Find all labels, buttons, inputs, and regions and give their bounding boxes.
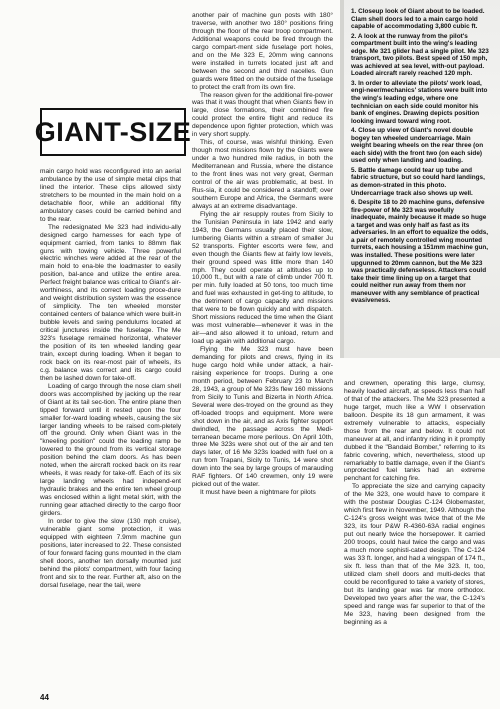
paragraph: In order to give the slow (130 mph cruise), vulnerable giant some protection, it was equipped with eighteen 7.9mm machine gun positions, later increased to 22. These consisted of four forward facing guns mounted in the clam shell doors, another ten dorsally mounted just behind the pilots' compartment, with four facing front and six to the rear. Further aft, also on the dorsal fuselage, near the tail, were: [40, 517, 181, 589]
caption: 4. Close up view of Giant's novel double bogey ten wheeled undercarriage. Main weight bearing wheels on the rear three (on each side) with the front two (on each side) used only when landing and loading.: [351, 127, 484, 165]
paragraph: Flying the air resupply routes from Sicily to the Tunisian Peninsula in late 1942 and early 1943, the Germans usually placed their slow, lumbering Giants within a stream of smaller Ju 52 transports. Fighter escorts were few, and even though the Giants flew at fairly low levels, their ground speed was little more than 140 mph. They could operate at altitudes up to 10,000 ft., but with a rate of climb under 700 ft. per min. fully loaded at 50 tons, too much time and fuel was exhausted in get-ting to altitude, to the detriment of cargo capacity and missions that were to be flown quickly and with dispatch. Short missions reduced the time when the Giant was most vulnerable—whenever it was in the air—and also allowed it to unload, return and load up again with additional cargo.: [192, 210, 333, 346]
paragraph: This, of course, was wishful thinking. Even though most missions flown by the Giants were under a two hundred mile radius, in both the Mediterranean and Russia, where the distance to the front lines was not very great, German control of the air was problematic, at best. In Rus-sia, it could be considered a standoff; over southern Europe and Africa, the Germans were always at an extreme disadvantage.: [192, 139, 333, 210]
text-column-2: [192, 12, 333, 688]
paragraph: another pair of machine gun posts with 180° traverse, with another two 180° positions firing through the floor of the rear troop compartment. Additional weapons could be fired through the cargo compart-ment side fuselage port holes, and on the Me 323 E, 20mm wing cannons were installed in turrets located just aft and between the second and third nacelles. Gun guards were fitted on the outside of the fuselage to protect the craft from its own fire.: [192, 12, 333, 91]
article-title-box: [34, 108, 192, 156]
text-column-3: [344, 380, 485, 688]
photo-captions: [351, 8, 489, 307]
caption: 1. Closeup look of Giant about to be loaded. Clam shell doors led to a main cargo hold capable of accommodating 3,800 cubic ft.: [351, 8, 485, 31]
article-title: GIANT-SIZE: [34, 116, 192, 147]
paragraph: Loading of cargo through the nose clam shell doors was accomplished by jacking up the rear of Giant at its tail sec-tion. The entire plane then tipped forward until it rested upon the four smaller for-ward loading wheels, causing the six larger landing wheels to be raised com-pletely off the ground. Only when Giant was in the "kneeling position" could the loading ramp be lowered to the ground from its vertical storage position behind the clam doors. As has been noted, when the aircraft rocked back on its rear wheels, it was ready for take-off. Each of its six large landing wheels had independ-ent hydraulic brakes and the entire ten wheel group was enclosed within a light metal skirt, with the running gear attached directly to the cargo floor girders.: [40, 382, 181, 517]
paragraph: It must have been a nightmare for pilots: [200, 489, 316, 497]
paragraph: The redesignated Me 323 had individu-ally designed cargo harnesses for each type of equipment carried, from tanks to 88mm flak guns with towing vehicle. Three powerful electric winches were added at the rear of the main hold to ena-ble the loadmaster to easily position, bal-ance and utilize the entire area. Perfect freight balance was critical to Giant's air-worthiness, and its correct loading proce-dure and weight distribution system was the essence of simplicity. The ten wheeled monster contained centers of balance which were built-in bubble levels and swing pendulums located at critical junctures inside the fuselage. The Me 323's fuselage remained horizontal, whatever the position of its ten wheeled landing gear train, except during loading. When it began to rock back on its rear-most pair of wheels, its c.g. balance was correct and its cargo could then be lashed down for take-off.: [40, 223, 181, 382]
paragraph: The reason given for the additional fire-power was that it was thought that when Giants flew in large, close formations, their combined fire could protect the entire flight and reduce its dependence upon fighter protection, which was in very short supply.: [192, 91, 333, 139]
paragraph: Flying the Me 323 must have been demanding for pilots and crews, flying in its huge cargo hold while under attack, a hair-raising experience for troops. During a one month period, between February 23 to March 28, 1943, a group of Me 323s flew 160 missions from Sicily to Tunis and Bizerta in North Africa. Several were des-troyed on the ground as they off-loaded troops and equipment. More were shot down in the air, and as Axis fighter support dwindled, the passage across the Medi-terranean became more perilous. On April 10th, three Me 323s were shot out of the air and ten days later, of 16 Me 323s loaded with fuel on a run from Trapani, Sicily to Tunis, 14 were shot down into the sea by large groups of marauding RAF fighters. Of 140 crewmen, only 19 were picked out of the water.: [192, 346, 333, 489]
page-number: 44: [40, 693, 49, 702]
caption: 5. Battle damage could tear up tube and fabric structure, but so could hard landings, as demon-strated in this photo. Undercarriage track also shows up well.: [351, 166, 485, 197]
paragraph: and crewmen, operating this large, clumsy, heavily loaded aircraft, at speeds less than half of that of the attackers. The Me 323 presented a huge target, much like a WW I observation balloon. Despite its 18 gun armament, it was extremely vulnerable to attacks, especially those from the rear and below. It could not maneuver at all, and infantry riding in it promptly dubbed it the "Bandaid Bomber," referring to its fabric covering, which, nevertheless, stood up remarkably to battle damage, even if the Giant's unprotected fuel tanks had an extreme penchant for catching fire.: [344, 380, 485, 483]
caption: 2. A look at the runway from the pilot's compartment built into the wing's leading edge. Me 321 glider had a single pilot. Me 323 transport, two pilots. Best speed of 150 mph, was achieved at sea level, with-out payload. Loaded aircraft rarely reached 120 mph.: [351, 32, 489, 78]
caption: 6. Despite 18 to 20 machine guns, defensive fire-power of Me 323 was woefully inadequate, mainly because it made so huge a target and was only half as fast as its adversaries. In an effort to equalize the odds, a pair of remotely controlled wing mounted turrets, each housing a 151mm machine gun, was installed. These positions were later upgunned to 20mm cannon, but the Me 323 was practically defenseless. Attackers could take their time lining up on a target that could neither run away from them nor maneuver with any semblance of practical evasiveness.: [351, 199, 489, 305]
caption: 3. In order to alleviate the pilots' work load, engi-neer/mechanics' stations were built into the wing's leading edge, where one technician on each side could monitor his bank of engines. Drawing depicts position looking inward toward wing root.: [351, 79, 488, 125]
text-column-1: [40, 168, 181, 688]
paragraph: To appreciate the size and carrying capacity of the Me 323, one would have to compare it with the postwar Douglas C-124 Globemaster, which first flew in November, 1949. Although the C-124's gross weight was twice that of the Me 323, its four P&W R-4360-63A radial engines put out nearly twice the horsepower. It carried 200 troops, could haul twice the cargo and was a much more sophisti-cated design. The C-124 was 33 ft. longer, and had a wingspan of 174 ft., six ft. less than that of the Me 323. It, too, utilized clam shell doors and multi-decks that could be reconfigured to take a variety of stores, but its landing gear was far more orthodox. Developed two years after the war, the C-124's speed and range was far superior to that of the Me 323, having been designed from the beginning as a: [344, 483, 485, 626]
paragraph: main cargo hold was reconfigured into an aerial ambulance by the use of simple metal clips that lined the interior. These clips allowed sixty stretchers to be mounted in the main hold on a detachable floor, while an additional fifty ambulatory cases could be carried behind and to the rear.: [40, 168, 181, 223]
